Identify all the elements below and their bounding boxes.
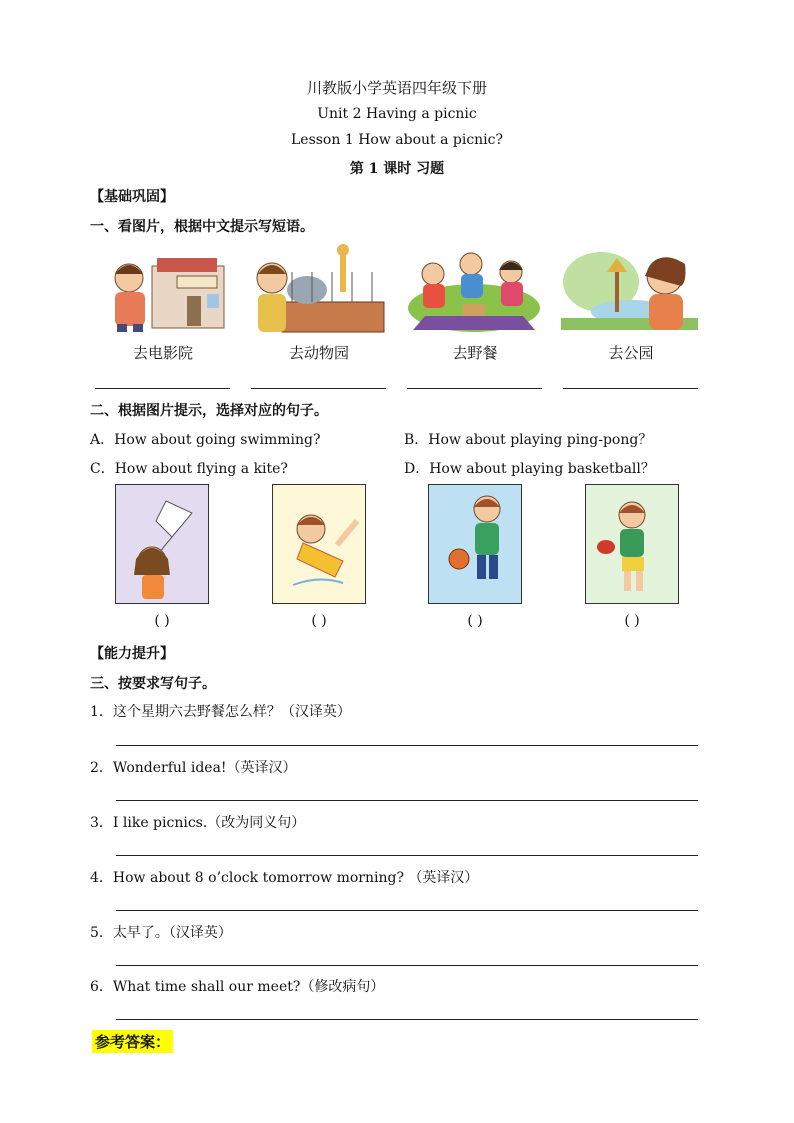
blank-3[interactable]: ( )	[467, 613, 483, 629]
blank-2[interactable]: ( )	[311, 613, 327, 629]
answer-line-1[interactable]	[95, 388, 230, 389]
write-line-1[interactable]	[116, 745, 698, 746]
write-line-3[interactable]	[116, 855, 698, 856]
part3-heading: 三、按要求写句子。	[90, 676, 216, 692]
write-line-4[interactable]	[116, 910, 698, 911]
kite-picture	[115, 484, 209, 604]
lesson-title: Lesson 1 How about a picnic?	[290, 132, 504, 148]
answer-line-2[interactable]	[251, 388, 386, 389]
question-3: 3．I like picnics.（改为同义句）	[90, 815, 306, 831]
option-c: C．How about flying a kite?	[90, 461, 288, 477]
unit-title: Unit 2 Having a picnic	[317, 106, 477, 122]
blank-1[interactable]: ( )	[154, 613, 170, 629]
question-4: 4．How about 8 o’clock tomorrow morning? （英译汉）	[90, 870, 479, 886]
pingpong-picture	[585, 484, 679, 604]
write-line-6[interactable]	[116, 1019, 698, 1020]
section-improve: 【能力提升】	[90, 646, 174, 662]
picnic-illustration	[405, 246, 543, 334]
blank-4[interactable]: ( )	[624, 613, 640, 629]
question-6: 6．What time shall our meet?（修改病句）	[90, 979, 385, 995]
doc-title: 川教版小学英语四年级下册	[306, 79, 487, 97]
part1-heading: 一、看图片，根据中文提示写短语。	[90, 219, 314, 235]
answer-line-3[interactable]	[407, 388, 542, 389]
question-1: 1．这个星期六去野餐怎么样？（汉译英）	[90, 704, 351, 720]
option-d: D．How about playing basketball？	[404, 461, 655, 477]
park-illustration	[561, 242, 698, 330]
question-2: 2．Wonderful idea!（英译汉）	[90, 760, 297, 776]
option-b: B．How about playing ping-pong？	[404, 432, 653, 448]
zoo-illustration	[252, 242, 387, 334]
answer-key-label: 参考答案：	[92, 1030, 173, 1053]
part2-heading: 二、根据图片提示，选择对应的句子。	[90, 403, 328, 419]
write-line-2[interactable]	[116, 800, 698, 801]
cinema-illustration	[97, 248, 227, 334]
caption-park: 去公园	[608, 344, 654, 362]
caption-cinema: 去电影院	[132, 344, 193, 362]
section-basic: 【基础巩固】	[90, 189, 174, 205]
basketball-picture	[428, 484, 522, 604]
swimming-picture	[272, 484, 366, 604]
option-a: A．How about going swimming?	[90, 432, 321, 448]
answer-line-4[interactable]	[563, 388, 698, 389]
caption-picnic: 去野餐	[452, 344, 498, 362]
period-title: 第 1 课时 习题	[349, 161, 445, 177]
write-line-5[interactable]	[116, 965, 698, 966]
question-5: 5．太早了。（汉译英）	[90, 925, 232, 941]
caption-zoo: 去动物园	[288, 344, 349, 362]
